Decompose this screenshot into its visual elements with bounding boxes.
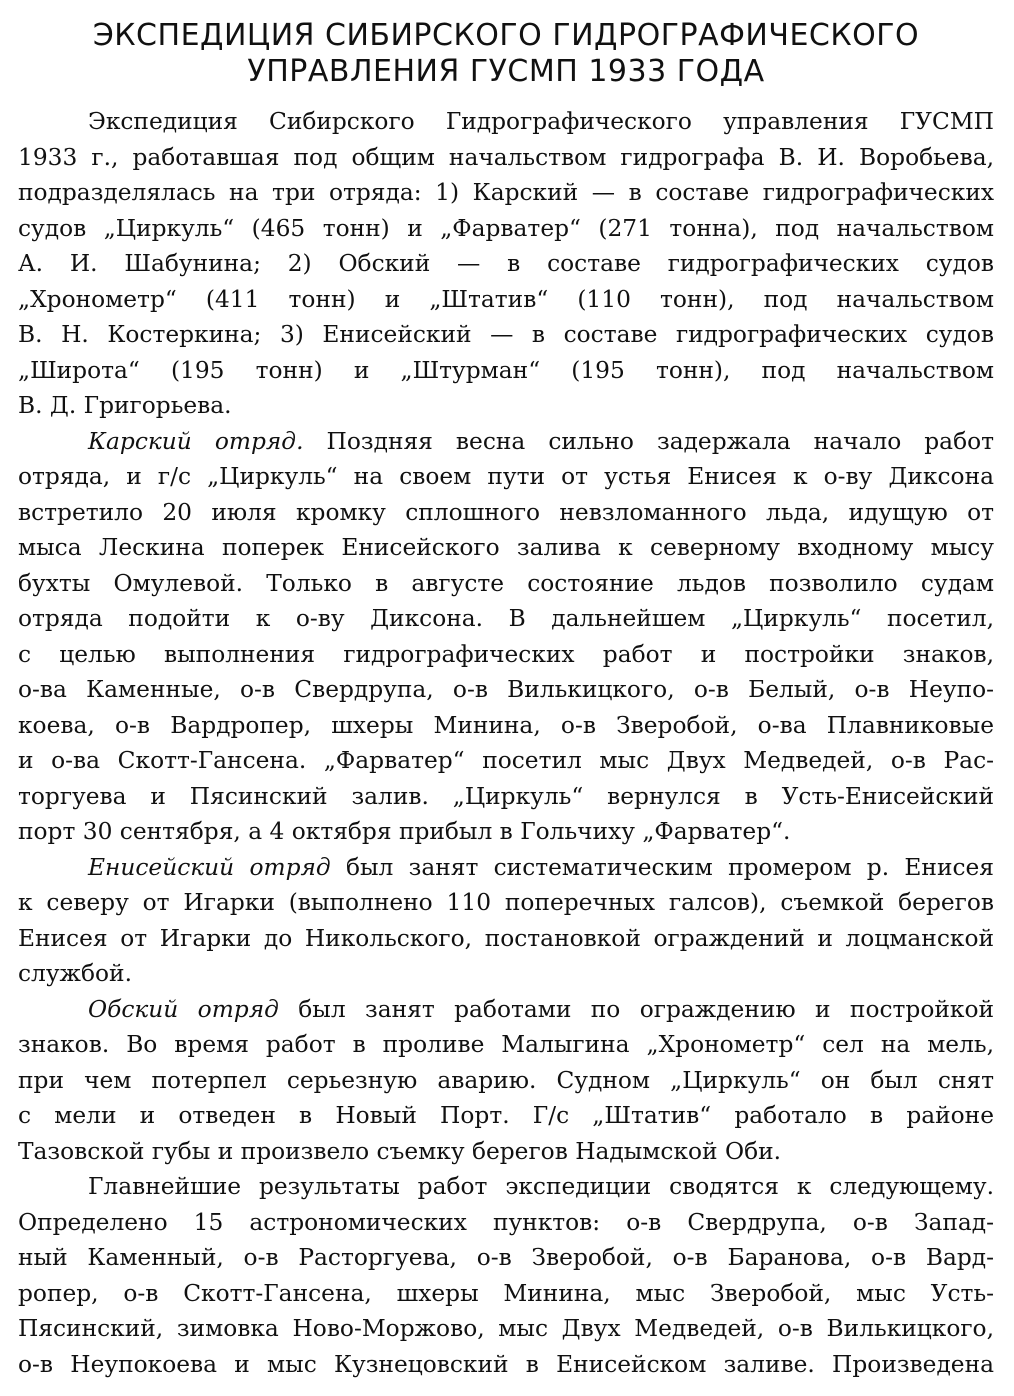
text-line: отряда подойти к о-ву Диксона. В дальнейшем „Циркуль“ посетил, [18, 605, 994, 632]
document-page [18, 18, 994, 1382]
paragraph-intro [18, 104, 994, 424]
paragraph-results [18, 1169, 994, 1382]
text-line: подразделялась на три отряда: 1) Карский — в составе гидрографических [18, 179, 994, 206]
title-line-1: ЭКСПЕДИЦИЯ СИБИРСКОГО ГИДРОГРАФИЧЕСКОГО [92, 18, 920, 53]
text-line: „Хронометр“ (411 тонн) и „Штатив“ (110 тонн), под начальством [18, 285, 994, 313]
text-line: Определено 15 астрономических пунктов: о-в Свердрупа, о-в Запад- [18, 1208, 994, 1236]
section-lead: Обский отряд [88, 995, 279, 1023]
text-line: службой. [18, 960, 132, 987]
text-line: ный Каменный, о-в Расторгуева, о-в Зверобой, о-в Баранова, о-в Вард- [18, 1244, 994, 1271]
text-line: судов „Циркуль“ (465 тонн) и „Фарватер“ (271 тонна), под начальством [18, 214, 994, 242]
text-line: Обский отряд был занят работами по ограждению и постройкой [88, 995, 994, 1023]
text-line: о-в Неупокоева и мыс Кузнецовский в Енисейском заливе. Произведена [18, 1350, 994, 1378]
text-line: торгуева и Пясинский залив. „Циркуль“ вернулся в Усть-Енисейский [18, 782, 994, 810]
text-line: В. Н. Костеркина; 3) Енисейский — в составе гидрографических судов [18, 321, 994, 348]
text-line: отряда, и г/с „Циркуль“ на своем пути от устья Енисея к о-ву Диксона [18, 463, 994, 490]
text-line: бухты Омулевой. Только в августе состояние льдов позволило судам [18, 569, 994, 597]
page-title [18, 18, 994, 90]
text-line: знаков. Во время работ в проливе Малыгина „Хронометр“ сел на мель, [18, 1031, 994, 1058]
paragraph-ob-detachment [18, 992, 994, 1170]
text-line: коева, о-в Вардропер, шхеры Минина, о-в Зверобой, о-ва Плавниковые [18, 711, 994, 739]
text-line: 1933 г., работавшая под общим начальством гидрографа В. И. Воробьева, [18, 143, 994, 171]
paragraph-kara-detachment [18, 424, 994, 850]
paragraph-yenisei-detachment [18, 850, 994, 992]
text-line: порт 30 сентября, а 4 октября прибыл в Гольчиху „Фарватер“. [18, 818, 791, 845]
text-line: о-ва Каменные, о-в Свердрупа, о-в Вилькицкого, о-в Белый, о-в Неупо- [18, 676, 994, 703]
text-line: с мели и отведен в Новый Порт. Г/с „Штатив“ работало в районе [18, 1102, 994, 1129]
text-line: Пясинский, зимовка Ново-Моржово, мыс Двух Медведей, о-в Вилькицкого, [18, 1315, 994, 1342]
text-line: мыса Лескина поперек Енисейского залива к северному входному мысу [18, 534, 994, 561]
text-line: с целью выполнения гидрографических работ и постройки знаков, [18, 640, 994, 668]
text-line: при чем потерпел серьезную аварию. Судном „Циркуль“ он был снят [18, 1066, 994, 1094]
text-line: ропер, о-в Скотт-Гансена, шхеры Минина, мыс Зверобой, мыс Усть- [18, 1279, 994, 1307]
text-line: Енисея от Игарки до Никольского, постановкой ограждений и лоцманской [18, 924, 994, 952]
text-line: Енисейский отряд был занят систематическим промером р. Енисея [88, 853, 994, 881]
text-line: В. Д. Григорьева. [18, 392, 232, 419]
article-body [18, 104, 994, 1382]
section-lead: Карский отряд. [88, 427, 304, 455]
text-line: Тазовской губы и произвело съемку берегов Надымской Оби. [18, 1137, 782, 1165]
text-line: и о-ва Скотт-Гансена. „Фарватер“ посетил мыс Двух Медведей, о-в Рас- [18, 747, 994, 774]
text-line: Экспедиция Сибирского Гидрографического управления ГУСМП [88, 108, 994, 135]
text-line: к северу от Игарки (выполнено 110 поперечных галсов), съемкой берегов [18, 889, 994, 916]
section-lead: Енисейский отряд [88, 853, 331, 881]
text-line: А. И. Шабунина; 2) Обский — в составе гидрографических судов [18, 250, 994, 277]
text-line: Главнейшие результаты работ экспедиции сводятся к следующему. [88, 1173, 994, 1200]
title-line-2: УПРАВЛЕНИЯ ГУСМП 1933 ГОДА [247, 54, 765, 89]
text-line: встретило 20 июля кромку сплошного невзломанного льда, идущую от [18, 498, 994, 526]
text-line: Карский отряд. Поздняя весна сильно задержала начало работ [88, 427, 994, 455]
text-line: „Широта“ (195 тонн) и „Штурман“ (195 тонн), под начальством [18, 356, 994, 384]
